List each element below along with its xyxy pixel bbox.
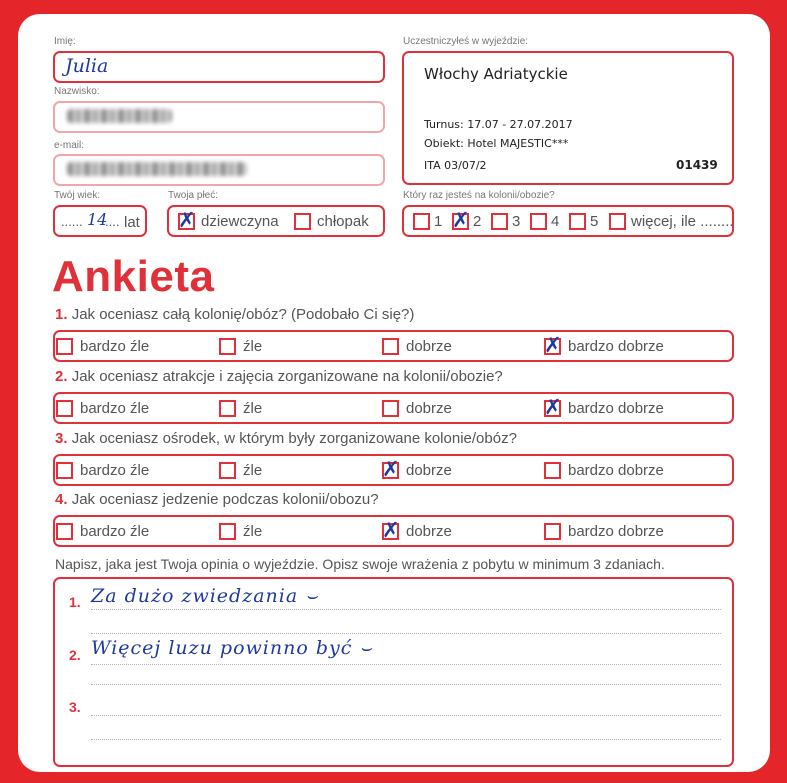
writing-line xyxy=(91,664,721,665)
checkbox-visit-2[interactable]: ✗ xyxy=(452,208,470,232)
option-visit-2: 2 xyxy=(473,213,482,230)
label-uczestnik: Uczestniczyłeś w wyjeździe: xyxy=(403,36,529,47)
nazwisko-field-redacted[interactable] xyxy=(53,101,385,133)
option-dziewczyna: dziewczyna xyxy=(201,213,279,230)
question-3-title xyxy=(55,430,517,447)
question-3-options xyxy=(53,454,734,486)
opinion-prompt: Napisz, jaka jest Twoja opinia o wyjeździe. Opisz swoje wrażenia z pobytu w minimum 3 zdaniach. xyxy=(55,556,665,572)
redacted-blur xyxy=(67,109,172,123)
question-text: Jak oceniasz ośrodek, w którym były zorganizowane kolonie/obóz? xyxy=(71,430,517,447)
option-label: bardzo dobrze xyxy=(568,462,664,479)
checkbox-q3-option-2[interactable] xyxy=(219,462,236,479)
opinion-line-2-text: Więcej luzu powinno być ⌣ xyxy=(91,637,373,659)
checkbox-chlopak[interactable] xyxy=(294,213,311,230)
check-mark: ✗ xyxy=(544,395,562,419)
survey-sheet xyxy=(18,14,770,772)
option-label: źle xyxy=(243,338,263,355)
checkbox-q2-option-2[interactable] xyxy=(219,400,236,417)
checkbox-visit-more[interactable] xyxy=(609,213,626,230)
question-1-title xyxy=(55,306,414,323)
option-label: dobrze xyxy=(406,462,452,479)
option-visit-4: 4 xyxy=(551,213,560,230)
checkbox-visit-1[interactable] xyxy=(413,213,430,230)
option-label: źle xyxy=(243,462,263,479)
checkbox-q1-option-4[interactable] xyxy=(544,333,562,357)
checkbox-q2-option-1[interactable] xyxy=(56,400,73,417)
option-visit-3: 3 xyxy=(512,213,521,230)
check-mark: ✗ xyxy=(544,333,562,357)
trip-name: Włochy Adriatyckie xyxy=(424,65,568,83)
checkbox-q3-option-3[interactable] xyxy=(382,457,400,481)
option-visit-more: więcej, ile ........ xyxy=(631,213,734,230)
trip-obiekt: Obiekt: Hotel MAJESTIC*** xyxy=(424,137,569,150)
trip-number: 01439 xyxy=(676,158,718,172)
imie-handwriting: Julia xyxy=(65,55,109,77)
option-label: dobrze xyxy=(406,400,452,417)
option-visit-5: 5 xyxy=(590,213,599,230)
checkbox-q4-option-2[interactable] xyxy=(219,523,236,540)
checkbox-q4-option-1[interactable] xyxy=(56,523,73,540)
redacted-blur xyxy=(67,162,247,176)
wiek-dots-left: ...... xyxy=(61,214,83,229)
option-label: dobrze xyxy=(406,523,452,540)
opinion-box[interactable] xyxy=(53,577,734,767)
wiek-field[interactable] xyxy=(53,205,147,237)
checkbox-q3-option-4[interactable] xyxy=(544,462,561,479)
question-text: Jak oceniasz jedzenie podczas kolonii/obozu? xyxy=(71,491,379,508)
label-imie: Imię: xyxy=(54,36,76,47)
question-number: 4. xyxy=(55,491,68,508)
checkbox-q3-option-1[interactable] xyxy=(56,462,73,479)
imie-field[interactable] xyxy=(53,51,385,83)
question-2-title xyxy=(55,368,503,385)
writing-line xyxy=(91,609,721,610)
checkbox-dziewczyna[interactable]: ✗ xyxy=(178,208,196,232)
writing-line xyxy=(91,715,721,716)
question-4-options xyxy=(53,515,734,547)
checkbox-q2-option-3[interactable] xyxy=(382,400,399,417)
option-label: dobrze xyxy=(406,338,452,355)
label-wiek: Twój wiek: xyxy=(54,190,101,201)
opinion-line-1-num: 1. xyxy=(69,594,81,610)
question-text: Jak oceniasz atrakcje i zajęcia zorganizowane na kolonii/obozie? xyxy=(71,368,503,385)
checkbox-q1-option-1[interactable] xyxy=(56,338,73,355)
option-label: źle xyxy=(243,523,263,540)
checkbox-q1-option-2[interactable] xyxy=(219,338,236,355)
email-field-redacted[interactable] xyxy=(53,154,385,186)
option-label: bardzo źle xyxy=(80,523,150,540)
checkbox-q2-option-4[interactable] xyxy=(544,395,562,419)
question-4-title xyxy=(55,491,379,508)
wiek-unit: lat xyxy=(124,214,140,231)
writing-line xyxy=(91,684,721,685)
page-title: Ankieta xyxy=(52,252,215,301)
opinion-line-3-num: 3. xyxy=(69,699,81,715)
label-ktory-raz: Który raz jesteś na kolonii/obozie? xyxy=(403,190,555,201)
opinion-line-2-num: 2. xyxy=(69,647,81,663)
label-nazwisko: Nazwisko: xyxy=(54,86,100,97)
question-number: 3. xyxy=(55,430,68,447)
trip-code: ITA 03/07/2 xyxy=(424,159,487,172)
trip-info-box xyxy=(402,51,734,185)
checkbox-q4-option-3[interactable] xyxy=(382,518,400,542)
checkbox-q1-option-3[interactable] xyxy=(382,338,399,355)
option-label: bardzo dobrze xyxy=(568,400,664,417)
checkbox-visit-5[interactable] xyxy=(569,213,586,230)
option-label: źle xyxy=(243,400,263,417)
option-label: bardzo dobrze xyxy=(568,338,664,355)
option-label: bardzo dobrze xyxy=(568,523,664,540)
checkbox-visit-3[interactable] xyxy=(491,213,508,230)
option-label: bardzo źle xyxy=(80,462,150,479)
option-label: bardzo źle xyxy=(80,338,150,355)
checkbox-visit-4[interactable] xyxy=(530,213,547,230)
question-1-options xyxy=(53,330,734,362)
check-mark: ✗ xyxy=(382,518,400,542)
question-number: 2. xyxy=(55,368,68,385)
question-number: 1. xyxy=(55,306,68,323)
label-email: e-mail: xyxy=(54,140,85,151)
visits-field xyxy=(402,205,734,237)
checkbox-q4-option-4[interactable] xyxy=(544,523,561,540)
option-visit-1: 1 xyxy=(434,213,443,230)
label-plec: Twoja płeć: xyxy=(168,190,219,201)
trip-turnus: Turnus: 17.07 - 27.07.2017 xyxy=(424,118,573,131)
opinion-line-1-text: Za dużo zwiedzania ⌣ xyxy=(91,585,319,607)
plec-field xyxy=(167,205,385,237)
writing-line xyxy=(91,739,721,740)
option-label: bardzo źle xyxy=(80,400,150,417)
question-text: Jak oceniasz całą kolonię/obóz? (Podobało Ci się?) xyxy=(71,306,415,323)
check-mark: ✗ xyxy=(382,457,400,481)
writing-line xyxy=(91,633,721,634)
wiek-handwriting: 14 xyxy=(87,210,108,229)
question-2-options xyxy=(53,392,734,424)
wiek-dots-right: .... xyxy=(105,214,120,229)
option-chlopak: chłopak xyxy=(317,213,369,230)
